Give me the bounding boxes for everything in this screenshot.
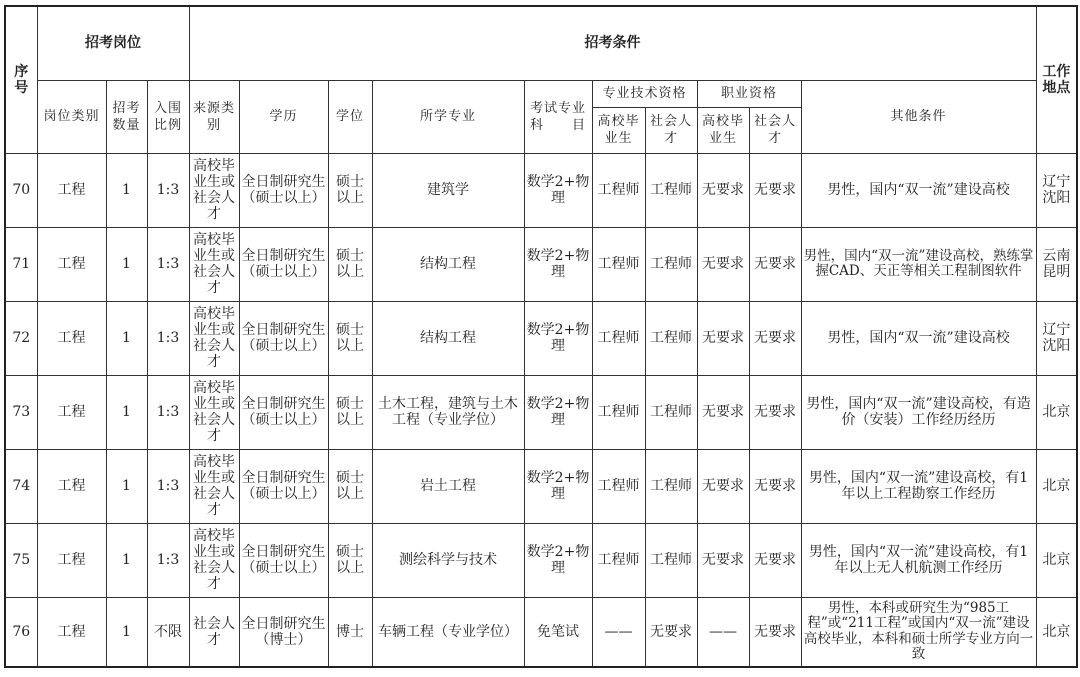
header-career-grad: 高校毕业生 (697, 107, 749, 153)
cell-count: 1 (106, 597, 147, 667)
cell-location: 北京 (1036, 449, 1077, 523)
cell-category: 工程 (37, 523, 106, 597)
cell-tech-grad: 工程师 (592, 449, 645, 523)
cell-career-social: 无要求 (749, 153, 801, 227)
header-work-location: 工作地点 (1036, 6, 1077, 153)
cell-count: 1 (106, 523, 147, 597)
cell-degree: 硕士以上 (328, 523, 372, 597)
header-source-category: 来源类别 (189, 80, 239, 153)
cell-tech-grad: 工程师 (592, 227, 645, 301)
cell-career-social: 无要求 (749, 597, 801, 667)
cell-major: 测绘科学与技术 (372, 523, 524, 597)
cell-other: 男性，国内“双一流”建设高校 (801, 301, 1036, 375)
cell-degree: 硕士以上 (328, 449, 372, 523)
cell-tech-social: 工程师 (645, 523, 697, 597)
cell-location: 北京 (1036, 597, 1077, 667)
cell-career-grad: 无要求 (697, 301, 749, 375)
cell-category: 工程 (37, 301, 106, 375)
cell-tech-grad: —— (592, 597, 645, 667)
cell-seq: 71 (5, 227, 37, 301)
cell-degree: 硕士以上 (328, 153, 372, 227)
cell-tech-social: 工程师 (645, 375, 697, 449)
cell-career-social: 无要求 (749, 449, 801, 523)
cell-other: 男性，国内“双一流”建设高校 (801, 153, 1036, 227)
cell-location: 北京 (1036, 375, 1077, 449)
header-position-group: 招考岗位 (37, 6, 189, 80)
cell-tech-social: 无要求 (645, 597, 697, 667)
cell-category: 工程 (37, 227, 106, 301)
cell-career-grad: 无要求 (697, 227, 749, 301)
cell-exam: 数学2+物理 (524, 301, 592, 375)
cell-career-grad: 无要求 (697, 449, 749, 523)
cell-count: 1 (106, 301, 147, 375)
cell-source: 高校毕业生或社会人才 (189, 375, 239, 449)
cell-ratio: 1:3 (147, 449, 189, 523)
cell-ratio: 不限 (147, 597, 189, 667)
cell-tech-grad: 工程师 (592, 153, 645, 227)
header-other-conditions: 其他条件 (801, 80, 1036, 153)
cell-exam: 数学2+物理 (524, 375, 592, 449)
cell-source: 高校毕业生或社会人才 (189, 153, 239, 227)
cell-ratio: 1:3 (147, 375, 189, 449)
table-row (5, 449, 1077, 523)
cell-career-grad: —— (697, 597, 749, 667)
cell-major: 结构工程 (372, 301, 524, 375)
cell-seq: 72 (5, 301, 37, 375)
cell-major: 车辆工程（专业学位） (372, 597, 524, 667)
cell-exam: 数学2+物理 (524, 227, 592, 301)
cell-category: 工程 (37, 597, 106, 667)
cell-count: 1 (106, 449, 147, 523)
cell-tech-grad: 工程师 (592, 523, 645, 597)
cell-ratio: 1:3 (147, 523, 189, 597)
cell-seq: 73 (5, 375, 37, 449)
cell-career-grad: 无要求 (697, 375, 749, 449)
header-conditions-group: 招考条件 (189, 6, 1036, 80)
cell-count: 1 (106, 227, 147, 301)
header-post-category: 岗位类别 (37, 80, 106, 153)
cell-source: 高校毕业生或社会人才 (189, 523, 239, 597)
cell-degree: 博士 (328, 597, 372, 667)
cell-degree: 硕士以上 (328, 227, 372, 301)
cell-career-social: 无要求 (749, 227, 801, 301)
header-career-social: 社会人才 (749, 107, 801, 153)
cell-tech-grad: 工程师 (592, 301, 645, 375)
cell-education: 全日制研究生（硕士以上） (239, 301, 328, 375)
cell-major: 建筑学 (372, 153, 524, 227)
cell-other: 男性，国内“双一流”建设高校，有造价（安装）工作经历经历 (801, 375, 1036, 449)
cell-tech-social: 工程师 (645, 153, 697, 227)
cell-ratio: 1:3 (147, 153, 189, 227)
cell-location: 云南昆明 (1036, 227, 1077, 301)
cell-career-grad: 无要求 (697, 153, 749, 227)
header-exam-subject: 考试专业科 目 (524, 80, 592, 153)
cell-location: 北京 (1036, 523, 1077, 597)
cell-other: 男性，国内“双一流”建设高校，熟练掌握CAD、天正等相关工程制图软件 (801, 227, 1036, 301)
header-tech-qualification: 专业技术资格 (592, 80, 697, 107)
cell-source: 高校毕业生或社会人才 (189, 301, 239, 375)
cell-seq: 75 (5, 523, 37, 597)
cell-location: 辽宁沈阳 (1036, 301, 1077, 375)
header-education: 学历 (239, 80, 328, 153)
cell-education: 全日制研究生（硕士以上） (239, 449, 328, 523)
cell-other: 男性，国内“双一流”建设高校，有1年以上无人机航测工作经历 (801, 523, 1036, 597)
header-major: 所学专业 (372, 80, 524, 153)
cell-career-grad: 无要求 (697, 523, 749, 597)
cell-seq: 76 (5, 597, 37, 667)
cell-tech-grad: 工程师 (592, 375, 645, 449)
cell-location: 辽宁沈阳 (1036, 153, 1077, 227)
header-seq: 序号 (5, 6, 37, 153)
header-interview-ratio: 入围比例 (147, 80, 189, 153)
table-row (5, 153, 1077, 227)
table-row (5, 375, 1077, 449)
cell-source: 高校毕业生或社会人才 (189, 227, 239, 301)
cell-source: 社会人才 (189, 597, 239, 667)
cell-exam: 免笔试 (524, 597, 592, 667)
cell-major: 土木工程，建筑与土木工程（专业学位） (372, 375, 524, 449)
cell-seq: 74 (5, 449, 37, 523)
recruitment-table (4, 5, 1078, 668)
header-tech-grad: 高校毕业生 (592, 107, 645, 153)
table-row (5, 597, 1077, 667)
table-row (5, 523, 1077, 597)
cell-education: 全日制研究生（硕士以上） (239, 153, 328, 227)
cell-category: 工程 (37, 449, 106, 523)
cell-exam: 数学2+物理 (524, 523, 592, 597)
table-row (5, 301, 1077, 375)
cell-education: 全日制研究生（硕士以上） (239, 227, 328, 301)
table-row (5, 227, 1077, 301)
cell-education: 全日制研究生（博士） (239, 597, 328, 667)
cell-major: 结构工程 (372, 227, 524, 301)
cell-tech-social: 工程师 (645, 301, 697, 375)
cell-seq: 70 (5, 153, 37, 227)
cell-category: 工程 (37, 153, 106, 227)
cell-tech-social: 工程师 (645, 449, 697, 523)
cell-degree: 硕士以上 (328, 375, 372, 449)
cell-exam: 数学2+物理 (524, 153, 592, 227)
header-career-qualification: 职业资格 (697, 80, 801, 107)
cell-career-social: 无要求 (749, 523, 801, 597)
cell-exam: 数学2+物理 (524, 449, 592, 523)
cell-count: 1 (106, 375, 147, 449)
header-tech-social: 社会人才 (645, 107, 697, 153)
cell-education: 全日制研究生（硕士以上） (239, 523, 328, 597)
cell-source: 高校毕业生或社会人才 (189, 449, 239, 523)
cell-count: 1 (106, 153, 147, 227)
cell-degree: 硕士以上 (328, 301, 372, 375)
cell-other: 男性，本科或研究生为“985工程”或“211工程”或国内“双一流”建设高校毕业，本科和硕士所学专业方向一致 (801, 597, 1036, 667)
cell-other: 男性，国内“双一流”建设高校，有1年以上工程勘察工作经历 (801, 449, 1036, 523)
cell-tech-social: 工程师 (645, 227, 697, 301)
cell-major: 岩土工程 (372, 449, 524, 523)
cell-education: 全日制研究生（硕士以上） (239, 375, 328, 449)
cell-ratio: 1:3 (147, 227, 189, 301)
cell-career-social: 无要求 (749, 301, 801, 375)
recruitment-table-wrap (4, 5, 1078, 668)
cell-ratio: 1:3 (147, 301, 189, 375)
header-recruit-count: 招考数量 (106, 80, 147, 153)
header-degree: 学位 (328, 80, 372, 153)
cell-career-social: 无要求 (749, 375, 801, 449)
cell-category: 工程 (37, 375, 106, 449)
